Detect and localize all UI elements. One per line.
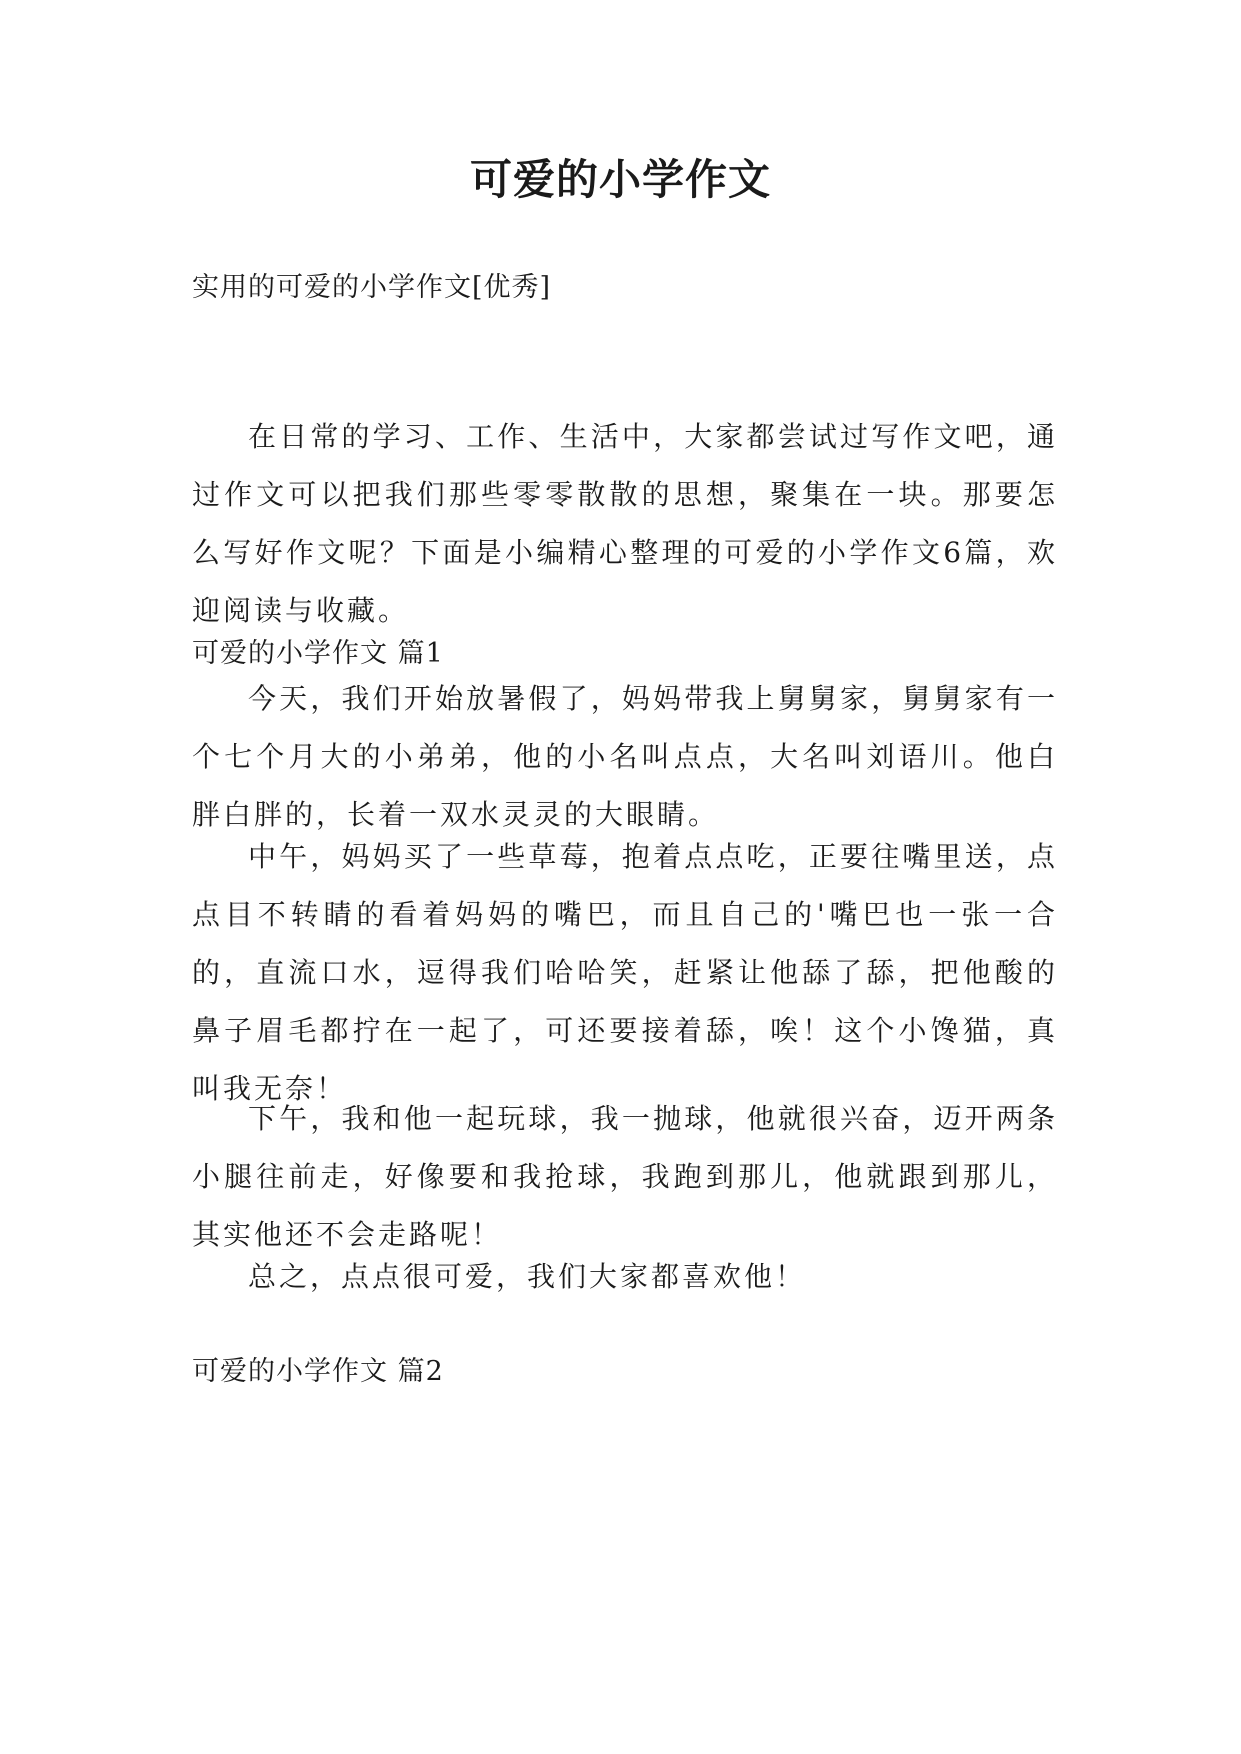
section-1-paragraph-1: 今天，我们开始放暑假了，妈妈带我上舅舅家，舅舅家有一个七个月大的小弟弟，他的小名叫点点，大名叫刘语川。他白胖白胖的，长着一双水灵灵的大眼睛。 xyxy=(192,682,1058,831)
intro-paragraph: 在日常的学习、工作、生活中，大家都尝试过写作文吧，通过作文可以把我们那些零零散散的思想，聚集在一块。那要怎么写好作文呢？下面是小编精心整理的可爱的小学作文6篇，欢迎阅读与收藏。 xyxy=(192,420,1058,627)
section-1-paragraph-3: 下午，我和他一起玩球，我一抛球，他就很兴奋，迈开两条小腿往前走，好像要和我抢球，我跑到那儿，他就跟到那儿，其实他还不会走路呢！ xyxy=(192,1102,1058,1251)
section-heading-1: 可爱的小学作文 篇1 xyxy=(192,638,444,669)
document-title: 可爱的小学作文 xyxy=(469,155,771,204)
section-heading-2: 可爱的小学作文 篇2 xyxy=(192,1356,444,1387)
document-subtitle: 实用的可爱的小学作文[优秀] xyxy=(192,272,552,303)
section-1-paragraph-4: 总之，点点很可爱，我们大家都喜欢他！ xyxy=(248,1260,807,1293)
section-1-paragraph-2: 中午，妈妈买了一些草莓，抱着点点吃，正要往嘴里送，点点目不转睛的看着妈妈的嘴巴，而且自己的'嘴巴也一张一合的，直流口水，逗得我们哈哈笑，赶紧让他舔了舔，把他酸的鼻子眉毛都拧在一起了，可还要接着舔，唉！这个小馋猫，真叫我无奈！ xyxy=(192,840,1058,1105)
